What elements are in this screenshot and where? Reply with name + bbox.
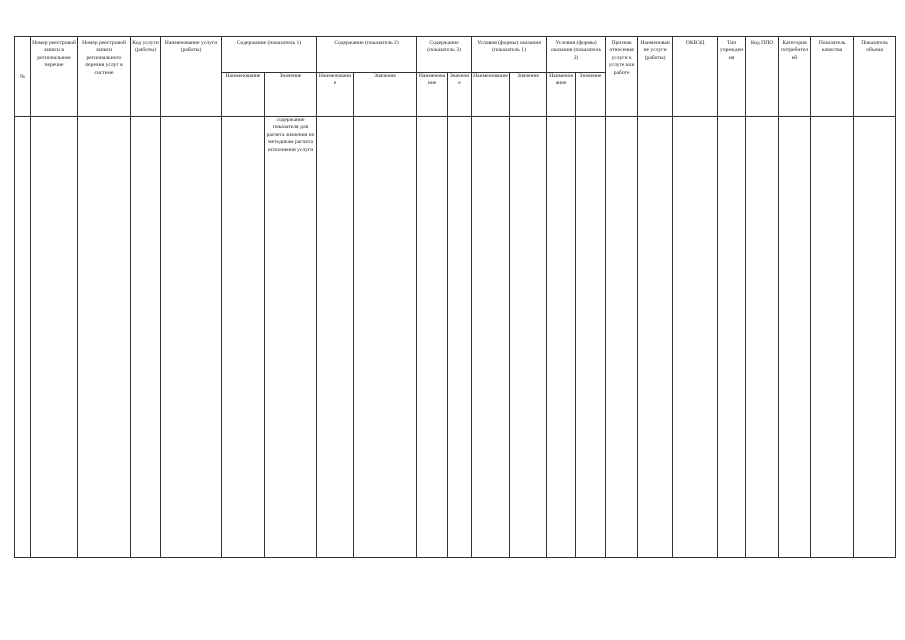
cell-cond2-value <box>576 117 606 558</box>
cell-cond1-name <box>472 117 510 558</box>
cell-cond2-name <box>547 117 576 558</box>
cell-num <box>15 117 31 558</box>
registry-table <box>14 36 896 558</box>
col-content1-header: Содержание (показатель 1) <box>222 37 317 73</box>
col-reg-number-header: Номер реестровой записи в региональном перечне <box>31 37 78 117</box>
content3-value-subheader: Значение <box>448 73 472 117</box>
col-cond1-header: Условия (формы) оказания (показатель 1) <box>472 37 547 73</box>
cell-content3-value <box>448 117 472 558</box>
cell-category <box>779 117 811 558</box>
cell-quality <box>811 117 854 558</box>
col-reg-number-system-header: Номер реестровой записи регионального перечня услуг в системе <box>78 37 131 117</box>
content3-name-subheader: Наименование <box>417 73 448 117</box>
cell-content1-name <box>222 117 265 558</box>
col-service-code-header: Код услуги (работы) <box>131 37 161 117</box>
header-row-1 <box>15 37 896 73</box>
col-sign-header: Признак отнесения услуги к услуге или работе <box>606 37 638 117</box>
content2-value-subheader: Значение <box>354 73 417 117</box>
col-service-name-header: Наименование услуги (работы) <box>161 37 222 117</box>
cell-reg-number-system <box>78 117 131 558</box>
col-content2-header: Содержание (показатель 2) <box>317 37 417 73</box>
col-cond2-header: Условия (формы) оказания (показатель 2) <box>547 37 606 73</box>
cell-cond1-value <box>510 117 547 558</box>
col-category-header: Категория потребителей <box>779 37 811 117</box>
cell-type-inst <box>718 117 746 558</box>
cell-service-code <box>131 117 161 558</box>
col-name-sphere-header: Наименование услуги (работы) <box>638 37 673 117</box>
cond1-value-subheader: Значение <box>510 73 547 117</box>
cell-service-name <box>161 117 222 558</box>
col-volume-header: Показатель объема <box>854 37 896 117</box>
cell-content2-value <box>354 117 417 558</box>
cell-sign <box>606 117 638 558</box>
content1-name-subheader: Наименование <box>222 73 265 117</box>
cond1-name-subheader: Наименование <box>472 73 510 117</box>
cond2-name-subheader: Наименование <box>547 73 576 117</box>
cell-content1-value: содержание показателя для расчета значения по методикам расчета исполнения услуги <box>265 117 317 558</box>
cond2-value-subheader: Значение <box>576 73 606 117</box>
col-quality-header: Показатель качества <box>811 37 854 117</box>
cell-volume <box>854 117 896 558</box>
cell-okved <box>673 117 718 558</box>
col-type-inst-header: Тип учреждения <box>718 37 746 117</box>
col-content3-header: Содержание (показатель 3) <box>417 37 472 73</box>
cell-content2-name <box>317 117 354 558</box>
table-row <box>15 117 896 558</box>
col-num-header: № <box>15 37 31 117</box>
col-okved-header: ОКВЭД <box>673 37 718 117</box>
cell-ppo <box>746 117 779 558</box>
cell-name-sphere <box>638 117 673 558</box>
cell-content3-name <box>417 117 448 558</box>
content1-value-subheader: Значение <box>265 73 317 117</box>
content2-name-subheader: Наименование <box>317 73 354 117</box>
cell-reg-number <box>31 117 78 558</box>
col-ppo-header: Код ППО <box>746 37 779 117</box>
